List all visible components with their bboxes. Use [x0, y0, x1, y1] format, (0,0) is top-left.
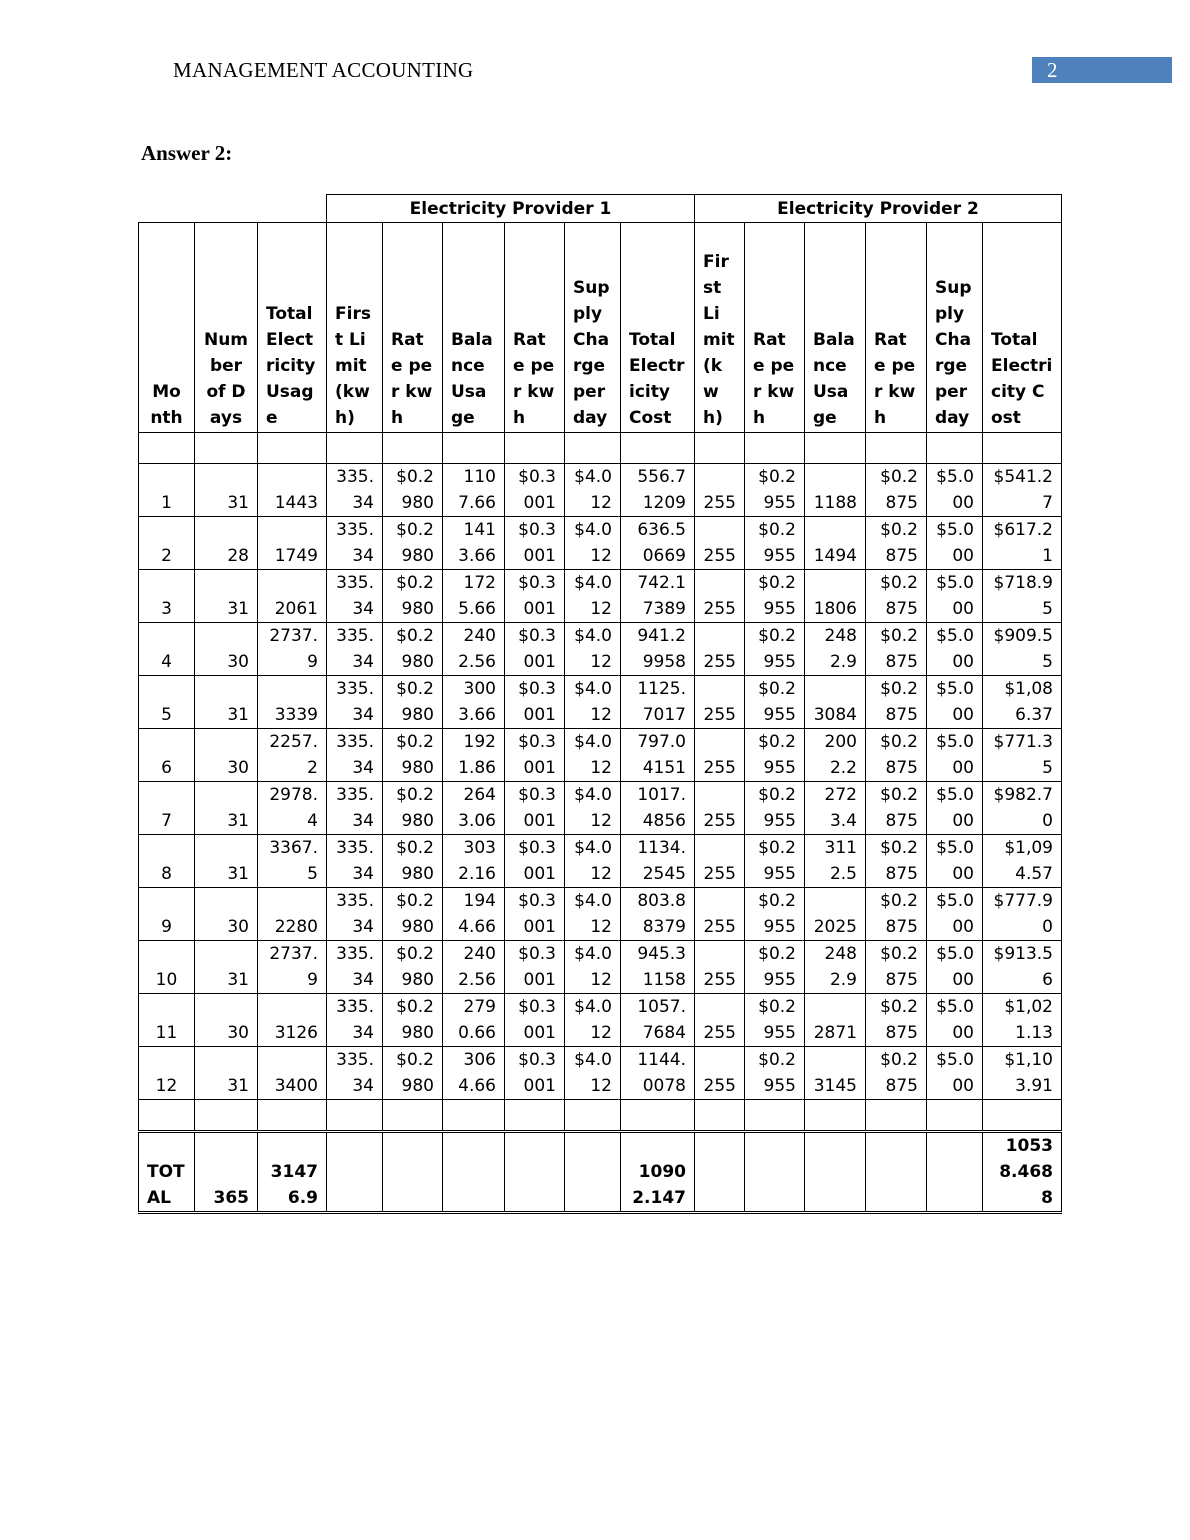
table-row: [139, 676, 1062, 729]
table-cell: $0.2980: [383, 941, 443, 994]
empty-cell: [505, 1100, 565, 1132]
table-cell: 1134.2545: [621, 835, 695, 888]
table-cell: $0.2980: [383, 835, 443, 888]
empty-cell: [621, 433, 695, 464]
total-cell: TOTAL: [139, 1132, 195, 1213]
table-cell: $5.000: [927, 994, 983, 1047]
empty-cell: [866, 1100, 927, 1132]
table-cell: 742.17389: [621, 570, 695, 623]
table-cell: 255: [695, 729, 745, 782]
table-cell: $0.2980: [383, 994, 443, 1047]
table-cell: 803.88379: [621, 888, 695, 941]
total-cell: [866, 1132, 927, 1213]
table-cell: 1413.66: [443, 517, 505, 570]
empty-cell: [695, 433, 745, 464]
table-cell: $5.000: [927, 782, 983, 835]
total-cell: 10538.4688: [983, 1132, 1062, 1213]
table-cell: 945.31158: [621, 941, 695, 994]
column-header: Balance Usage: [805, 223, 866, 433]
total-cell: 365: [195, 1132, 258, 1213]
table-cell: 2257.2: [258, 729, 327, 782]
empty-cell: [327, 433, 383, 464]
table-cell: 31: [195, 835, 258, 888]
table-cell: 1057.7684: [621, 994, 695, 1047]
table-cell: 7: [139, 782, 195, 835]
table-cell: 3032.16: [443, 835, 505, 888]
table-cell: 1443: [258, 464, 327, 517]
total-cell: [695, 1132, 745, 1213]
table-cell: $4.012: [565, 517, 621, 570]
electricity-cost-table: [138, 194, 1062, 1214]
table-cell: $0.3001: [505, 941, 565, 994]
table-cell: $913.56: [983, 941, 1062, 994]
table-cell: 335.34: [327, 729, 383, 782]
table-cell: $718.95: [983, 570, 1062, 623]
table-cell: 3064.66: [443, 1047, 505, 1100]
table-cell: 31: [195, 570, 258, 623]
table-cell: $5.000: [927, 517, 983, 570]
table-cell: $0.2955: [745, 888, 805, 941]
table-cell: $0.2980: [383, 676, 443, 729]
table-cell: 3145: [805, 1047, 866, 1100]
empty-cell: [139, 433, 195, 464]
empty-cell: [805, 433, 866, 464]
table-cell: 335.34: [327, 570, 383, 623]
table-cell: 335.34: [327, 464, 383, 517]
table-cell: 3400: [258, 1047, 327, 1100]
table-cell: $0.3001: [505, 676, 565, 729]
table-cell: 6: [139, 729, 195, 782]
empty-cell: [258, 433, 327, 464]
table-cell: 31: [195, 1047, 258, 1100]
table-cell: 255: [695, 941, 745, 994]
empty-cell: [195, 433, 258, 464]
total-cell: [383, 1132, 443, 1213]
table-cell: 255: [695, 623, 745, 676]
table-cell: $0.2955: [745, 570, 805, 623]
table-cell: 335.34: [327, 517, 383, 570]
table-cell: 1749: [258, 517, 327, 570]
table-cell: 30: [195, 623, 258, 676]
empty-cell: [927, 433, 983, 464]
table-cell: 2723.4: [805, 782, 866, 835]
table-cell: $1,021.13: [983, 994, 1062, 1047]
table-row: [139, 835, 1062, 888]
table-cell: $0.2875: [866, 623, 927, 676]
table-cell: $0.3001: [505, 729, 565, 782]
table-row: [139, 941, 1062, 994]
table-cell: 1806: [805, 570, 866, 623]
table-cell: $0.2980: [383, 729, 443, 782]
table-cell: 3: [139, 570, 195, 623]
table-cell: $0.2875: [866, 517, 927, 570]
table-cell: $0.2980: [383, 517, 443, 570]
column-header: Supply Charge per day: [565, 223, 621, 433]
table-cell: 335.34: [327, 994, 383, 1047]
table-cell: 2978.4: [258, 782, 327, 835]
provider-1-header: Electricity Provider 1: [327, 195, 695, 223]
table-cell: 255: [695, 782, 745, 835]
table-cell: $909.55: [983, 623, 1062, 676]
table-cell: 255: [695, 888, 745, 941]
table-cell: 30: [195, 888, 258, 941]
table-cell: 10: [139, 941, 195, 994]
total-cell: 31476.9: [258, 1132, 327, 1213]
column-header: Rate per kwh: [505, 223, 565, 433]
table-cell: 1921.86: [443, 729, 505, 782]
table-cell: $0.2955: [745, 1047, 805, 1100]
table-cell: 255: [695, 570, 745, 623]
table-cell: $0.3001: [505, 888, 565, 941]
empty-cell: [805, 1100, 866, 1132]
table-cell: $771.35: [983, 729, 1062, 782]
table-cell: $0.3001: [505, 994, 565, 1047]
table-row: [139, 570, 1062, 623]
table-cell: $1,094.57: [983, 835, 1062, 888]
empty-cell: [745, 1100, 805, 1132]
table-cell: 335.34: [327, 623, 383, 676]
table-cell: 3112.5: [805, 835, 866, 888]
table-row: [139, 994, 1062, 1047]
table-cell: 2: [139, 517, 195, 570]
provider-2-header: Electricity Provider 2: [695, 195, 1062, 223]
table-cell: 1144.0078: [621, 1047, 695, 1100]
table-row: [139, 623, 1062, 676]
table-cell: $5.000: [927, 464, 983, 517]
column-header: Rate per kwh: [745, 223, 805, 433]
total-row: [139, 1132, 1062, 1213]
table-cell: $0.3001: [505, 570, 565, 623]
empty-cell: [983, 1100, 1062, 1132]
table-cell: 335.34: [327, 782, 383, 835]
table-cell: 335.34: [327, 941, 383, 994]
empty-cell: [983, 433, 1062, 464]
provider-header-row: [139, 195, 1062, 223]
table-cell: $0.3001: [505, 517, 565, 570]
table-cell: 1125.7017: [621, 676, 695, 729]
total-cell: 10902.147: [621, 1132, 695, 1213]
table-cell: $0.2955: [745, 782, 805, 835]
column-header: Rate per kwh: [383, 223, 443, 433]
section-title: Answer 2:: [141, 141, 233, 165]
table-cell: 335.34: [327, 835, 383, 888]
table-cell: $4.012: [565, 1047, 621, 1100]
table-cell: 31: [195, 676, 258, 729]
table-cell: $4.012: [565, 676, 621, 729]
table-cell: 556.71209: [621, 464, 695, 517]
table-cell: $0.2980: [383, 888, 443, 941]
table-cell: 30: [195, 729, 258, 782]
table-cell: 1017.4856: [621, 782, 695, 835]
table-cell: $617.21: [983, 517, 1062, 570]
table-cell: 12: [139, 1047, 195, 1100]
table-cell: 1: [139, 464, 195, 517]
table-cell: $0.2980: [383, 1047, 443, 1100]
table-cell: $0.2980: [383, 782, 443, 835]
empty-cell: [258, 1100, 327, 1132]
table-cell: $0.2955: [745, 676, 805, 729]
empty-cell: [565, 1100, 621, 1132]
table-cell: 255: [695, 1047, 745, 1100]
column-header: First Limit (kwh): [695, 223, 745, 433]
table-cell: $5.000: [927, 623, 983, 676]
column-header: First Limit (kwh): [327, 223, 383, 433]
table-cell: $777.90: [983, 888, 1062, 941]
table-cell: $0.3001: [505, 464, 565, 517]
table-cell: $0.2875: [866, 782, 927, 835]
table-row: [139, 729, 1062, 782]
table-row: [139, 782, 1062, 835]
table-row: [139, 517, 1062, 570]
table-cell: 2280: [258, 888, 327, 941]
table-cell: 2025: [805, 888, 866, 941]
table-cell: $0.2955: [745, 835, 805, 888]
total-cell: [327, 1132, 383, 1213]
table-cell: $5.000: [927, 570, 983, 623]
table-cell: $5.000: [927, 941, 983, 994]
table-cell: 2402.56: [443, 623, 505, 676]
empty-cell: [443, 433, 505, 464]
table-cell: $4.012: [565, 464, 621, 517]
empty-cell: [621, 1100, 695, 1132]
table-cell: $5.000: [927, 729, 983, 782]
table-cell: $4.012: [565, 570, 621, 623]
total-cell: [443, 1132, 505, 1213]
table-cell: $0.2875: [866, 888, 927, 941]
table-cell: $0.2955: [745, 994, 805, 1047]
table-cell: 2061: [258, 570, 327, 623]
table-cell: 2737.9: [258, 941, 327, 994]
total-cell: [565, 1132, 621, 1213]
table-cell: 941.29958: [621, 623, 695, 676]
empty-cell: [383, 433, 443, 464]
table-cell: $0.2875: [866, 464, 927, 517]
table-cell: $4.012: [565, 782, 621, 835]
table-cell: 31: [195, 464, 258, 517]
empty-cell: [745, 433, 805, 464]
table-cell: 1944.66: [443, 888, 505, 941]
table-cell: $4.012: [565, 941, 621, 994]
table-cell: 2790.66: [443, 994, 505, 1047]
table-cell: $0.2875: [866, 570, 927, 623]
column-header-row: [139, 223, 1062, 433]
table-cell: $0.2955: [745, 941, 805, 994]
table-cell: $0.2875: [866, 941, 927, 994]
table-cell: $541.27: [983, 464, 1062, 517]
table-row: [139, 464, 1062, 517]
table-cell: $0.2875: [866, 1047, 927, 1100]
table-row: [139, 1047, 1062, 1100]
table-cell: 30: [195, 994, 258, 1047]
column-header: Total Electricity Cost: [621, 223, 695, 433]
table-cell: $0.2875: [866, 729, 927, 782]
table-cell: 2482.9: [805, 941, 866, 994]
table-cell: $4.012: [565, 623, 621, 676]
table-cell: 2643.06: [443, 782, 505, 835]
table-cell: $0.2875: [866, 676, 927, 729]
column-header: Number of Days: [195, 223, 258, 433]
table-cell: $1,103.91: [983, 1047, 1062, 1100]
table-cell: $5.000: [927, 1047, 983, 1100]
table-cell: 31: [195, 782, 258, 835]
empty-cell: [443, 1100, 505, 1132]
table-cell: 1725.66: [443, 570, 505, 623]
table-cell: $0.3001: [505, 623, 565, 676]
table-cell: $0.3001: [505, 782, 565, 835]
table-cell: 255: [695, 517, 745, 570]
table-cell: $0.2980: [383, 464, 443, 517]
running-header-title: MANAGEMENT ACCOUNTING: [173, 58, 474, 82]
table-cell: 255: [695, 835, 745, 888]
table-cell: $5.000: [927, 835, 983, 888]
spacer-row: [139, 433, 1062, 464]
empty-cell: [383, 1100, 443, 1132]
table-cell: 28: [195, 517, 258, 570]
table-cell: $0.3001: [505, 835, 565, 888]
table-cell: 5: [139, 676, 195, 729]
column-header: Rate per kwh: [866, 223, 927, 433]
column-header: Supply Charge per day: [927, 223, 983, 433]
table-cell: 4: [139, 623, 195, 676]
table-cell: $0.2875: [866, 835, 927, 888]
empty-cell: [695, 1100, 745, 1132]
table-cell: 1188: [805, 464, 866, 517]
table-cell: 335.34: [327, 676, 383, 729]
table-cell: $0.2955: [745, 729, 805, 782]
total-cell: [927, 1132, 983, 1213]
table-cell: 255: [695, 464, 745, 517]
table-cell: $982.70: [983, 782, 1062, 835]
table-cell: 2871: [805, 994, 866, 1047]
table-cell: 335.34: [327, 888, 383, 941]
table-row: [139, 888, 1062, 941]
total-cell: [505, 1132, 565, 1213]
table-cell: 8: [139, 835, 195, 888]
table-cell: $1,086.37: [983, 676, 1062, 729]
table-cell: $4.012: [565, 835, 621, 888]
empty-cell: [505, 433, 565, 464]
table-cell: 636.50669: [621, 517, 695, 570]
empty-cell: [327, 1100, 383, 1132]
column-header: Total Electricity Usage: [258, 223, 327, 433]
column-header: Balance Usage: [443, 223, 505, 433]
table-cell: $4.012: [565, 888, 621, 941]
empty-cell: [139, 1100, 195, 1132]
table-cell: 3367.5: [258, 835, 327, 888]
table-cell: $5.000: [927, 676, 983, 729]
table-cell: $0.2875: [866, 994, 927, 1047]
column-header: Total Electricity Cost: [983, 223, 1062, 433]
total-cell: [805, 1132, 866, 1213]
page-number: 2: [1032, 57, 1172, 83]
table-cell: 335.34: [327, 1047, 383, 1100]
blank-header-cell: [139, 195, 327, 223]
table-cell: 797.04151: [621, 729, 695, 782]
table-cell: 2402.56: [443, 941, 505, 994]
total-cell: [745, 1132, 805, 1213]
table-cell: $0.3001: [505, 1047, 565, 1100]
column-header: Month: [139, 223, 195, 433]
table-cell: 11: [139, 994, 195, 1047]
table-cell: 3003.66: [443, 676, 505, 729]
table-cell: $5.000: [927, 888, 983, 941]
table-cell: $0.2980: [383, 570, 443, 623]
empty-cell: [565, 433, 621, 464]
table-cell: 2737.9: [258, 623, 327, 676]
empty-cell: [927, 1100, 983, 1132]
empty-cell: [195, 1100, 258, 1132]
table-cell: 3084: [805, 676, 866, 729]
table-cell: 2002.2: [805, 729, 866, 782]
table-cell: $0.2955: [745, 623, 805, 676]
table-cell: 3339: [258, 676, 327, 729]
table-cell: $4.012: [565, 729, 621, 782]
table-cell: 9: [139, 888, 195, 941]
table-cell: 2482.9: [805, 623, 866, 676]
table-cell: 31: [195, 941, 258, 994]
table-cell: 3126: [258, 994, 327, 1047]
table-cell: 255: [695, 994, 745, 1047]
spacer-row: [139, 1100, 1062, 1132]
table-cell: 255: [695, 676, 745, 729]
table-body: [139, 433, 1062, 1213]
empty-cell: [866, 433, 927, 464]
table-cell: $4.012: [565, 994, 621, 1047]
table-cell: 1494: [805, 517, 866, 570]
table-cell: $0.2955: [745, 464, 805, 517]
table-cell: $0.2980: [383, 623, 443, 676]
table-cell: 1107.66: [443, 464, 505, 517]
table-cell: $0.2955: [745, 517, 805, 570]
